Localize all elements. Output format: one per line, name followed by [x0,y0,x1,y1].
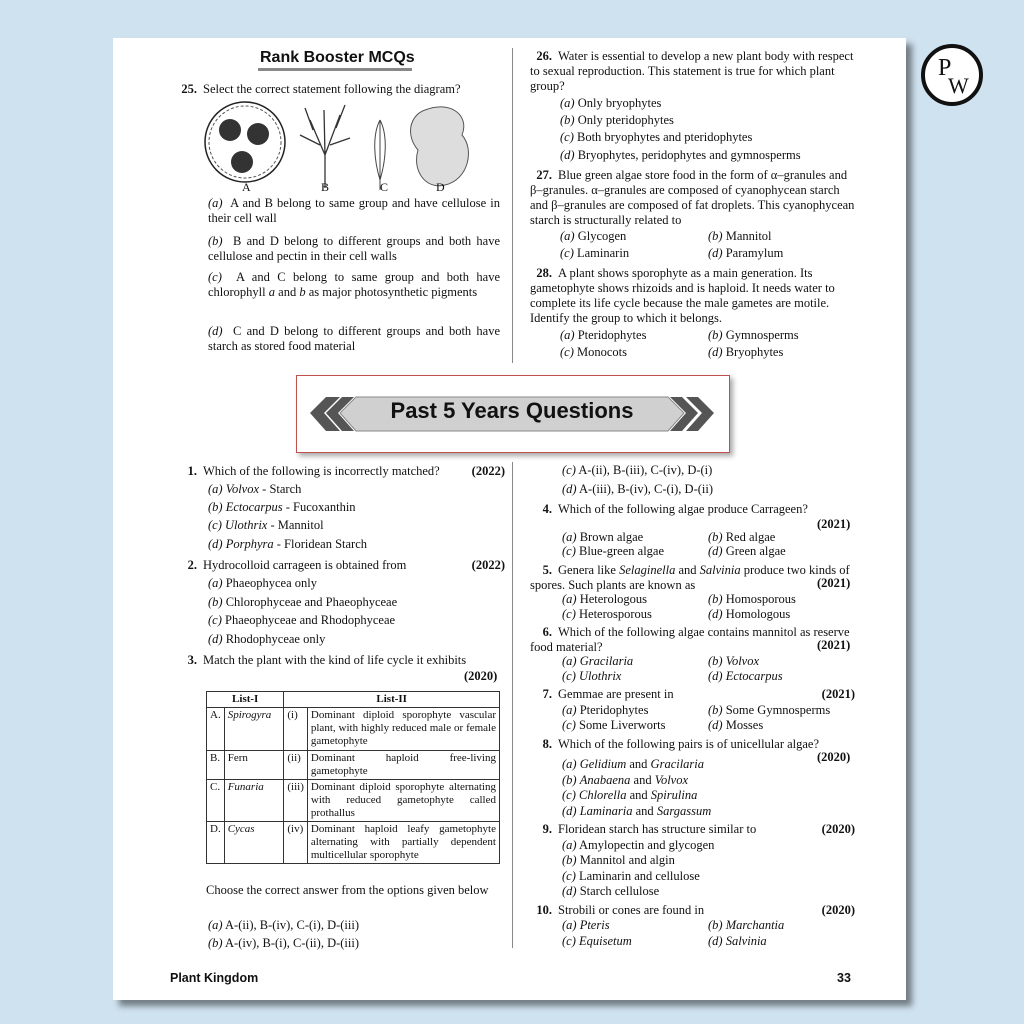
banner-title: Past 5 Years Questions [390,398,634,423]
table-row [207,708,500,751]
q2-option-a: (a) Phaeophycea only [208,576,317,590]
q9-option-d: (d) Starch cellulose [562,884,660,898]
question-27: 27. Blue green algae store food in the form of α–granules and β–granules. α–granules are composed of cyanophycean starch and β–granules are composed of fat droplets. This cyanophycean starch is structurally related to [530,168,855,227]
q4-option-d: (d) Green algae [708,544,786,558]
q8-option-a: (a) Gelidium and Gracilaria [562,757,705,771]
row-key: A. [207,708,225,751]
past-question-4: 4. Which of the following algae produce Carrageen? [542,502,808,516]
question-25: 25. Select the correct statement following the diagram? [181,82,461,96]
q6-option-a: (a) Gracilaria [562,654,634,668]
q9-option-c: (c) Laminarin and cellulose [562,869,700,883]
row-desc: Dominant diploid sporophyte alternating with reduced gametophyte called prothallus [307,780,499,822]
q8-option-c: (c) Chlorella and Spirulina [562,788,698,802]
q9-option-a: (a) Amylopectin and glycogen [562,838,715,852]
q3-option-b: (b) A-(iv), B-(i), C-(ii), D-(iii) [208,936,360,950]
algae-diagram [200,100,480,192]
q26-option-c: (c) Both bryophytes and pteridophytes [560,130,753,144]
table-row [207,780,500,822]
q1-option-c: (c) Ulothrix - Mannitol [208,518,324,532]
row-key: C. [207,780,225,822]
q26-option-a: (a) Only bryophytes [560,96,662,110]
q3-year: (2020) [464,669,498,683]
q1-option-d: (d) Porphyra - Floridean Starch [208,537,368,551]
label-a: A [242,180,251,194]
q26-option-b: (b) Only pteridophytes [560,113,674,127]
past-question-9: 9. Floridean starch has structure similar to (2020) [542,822,855,836]
q8-option-b: (b) Anabaena and Volvox [562,773,689,787]
q27-option-c: (c) Laminarin [560,246,630,260]
q5-option-d: (d) Homologous [708,607,791,621]
q3-option-c: (c) A-(ii), B-(iii), C-(iv), D-(i) [562,463,713,477]
q5-option-a: (a) Heterologous [562,592,648,606]
match-table [206,691,500,864]
rank-booster-heading: Rank Booster MCQs [260,49,415,66]
q10-option-b: (b) Marchantia [708,918,785,932]
list2-header: List-II [284,692,500,708]
q5-option-b: (b) Homosporous [708,592,796,606]
q10-option-a: (a) Pteris [562,918,610,932]
q25-option-c: (c) A and C belong to same group and both have chlorophyll a and b as major photosynthetic pigments [208,270,500,299]
q4-option-a: (a) Brown algae [562,530,644,544]
q2-option-c: (c) Phaeophyceae and Rhodophyceae [208,613,396,627]
label-b: B [321,180,330,194]
q2-option-d: (d) Rhodophyceae only [208,632,326,646]
q27-option-b: (b) Mannitol [708,229,772,243]
column-divider-bottom [512,462,513,948]
diagram-d-thallus [411,107,469,186]
q25-option-a: (a) A and B belong to same group and have cellulose in their cell wall [208,196,501,225]
q7-option-a: (a) Pteridophytes [562,703,649,717]
question-26: 26. Water is essential to develop a new plant body with respect to sexual reproduction. This statement is true for which plant group? [530,49,854,93]
q5-option-c: (c) Heterosporous [562,607,652,621]
q25-option-b: (b) B and D belong to different groups and both have cellulose and pectin in their cell walls [208,234,500,263]
q25-option-d: (d) C and D belong to different groups and both have starch as stored food material [208,324,500,353]
q8-year: (2020) [817,750,851,764]
q3-option-d: (d) A-(iii), B-(iv), C-(i), D-(ii) [562,482,714,496]
list1-header: List-I [207,692,284,708]
past-question-7: 7. Gemmae are present in (2021) [542,687,855,701]
q6-option-d: (d) Ectocarpus [708,669,783,683]
pw-logo-mark [926,49,978,101]
q6-option-b: (b) Volvox [708,654,760,668]
q1-option-a: (a) Volvox - Starch [208,482,302,496]
pw-logo [921,44,983,106]
q27-option-d: (d) Paramylum [708,246,784,260]
q27-option-a: (a) Glycogen [560,229,627,243]
past-question-3: 3. Match the plant with the kind of life cycle it exhibits [187,653,467,667]
q26-option-d: (d) Bryophytes, peridophytes and gymnosperms [560,148,801,162]
past-question-5: 5. Genera like Selaginella and Salvinia produce two kinds of spores. Such plants are known as [530,563,850,592]
row-desc: Dominant haploid free-living gametophyte [307,751,499,780]
q6-year: (2021) [817,638,851,652]
q2-option-b: (b) Chlorophyceae and Phaeophyceae [208,595,398,609]
q4-year: (2021) [817,517,851,531]
row-plant: Spirogyra [224,708,284,751]
row-roman: (ii) [284,751,308,780]
row-key: D. [207,822,225,864]
q4-option-c: (c) Blue-green algae [562,544,665,558]
q7-option-b: (b) Some Gymnosperms [708,703,831,717]
footer-chapter: Plant Kingdom [170,971,259,985]
q6-option-c: (c) Ulothrix [562,669,622,683]
q5-year: (2021) [817,576,851,590]
past-question-2: 2. Hydrocolloid carrageen is obtained from (2022) [187,558,505,572]
label-c: C [380,180,389,194]
row-desc: Dominant diploid sporophyte vascular plant, with highly reduced male or female gametophyte [307,708,499,751]
match-table-header [207,692,500,708]
past-question-1: 1. Which of the following is incorrectly matched? (2022) [187,464,505,478]
page-number: 33 [837,971,851,985]
row-roman: (iv) [284,822,308,864]
q8-option-d: (d) Laminaria and Sargassum [562,804,712,818]
svg-text:W: W [948,73,969,98]
q10-option-d: (d) Salvinia [708,934,767,948]
q3-option-a: (a) A-(ii), B-(iv), C-(i), D-(iii) [208,918,360,932]
q3-choose-text: Choose the correct answer from the options given below [206,883,489,897]
table-row [207,822,500,864]
table-row [207,751,500,780]
diagram-a-volvox [205,102,285,182]
row-plant: Funaria [224,780,284,822]
past-question-8: 8. Which of the following pairs is of unicellular algae? [542,737,820,751]
row-roman: (iii) [284,780,308,822]
row-key: B. [207,751,225,780]
q1-option-b: (b) Ectocarpus - Fucoxanthin [208,500,356,514]
q28-option-d: (d) Bryophytes [708,345,784,359]
q28-option-a: (a) Pteridophytes [560,328,647,342]
diagram-b-seaweed [300,105,350,188]
svg-text:P: P [938,55,952,81]
past-question-10: 10. Strobili or cones are found in (2020) [536,903,855,917]
row-plant: Fern [224,751,284,780]
row-desc: Dominant haploid leafy gametophyte alternating with partially dependent multicellular sporophyte [307,822,499,864]
label-d: D [436,180,445,194]
past-question-6: 6. Which of the following algae contains mannitol as reserve food material? [530,625,850,654]
q10-option-c: (c) Equisetum [562,934,632,948]
column-divider-top [512,48,513,363]
q28-option-b: (b) Gymnosperms [708,328,799,342]
row-roman: (i) [284,708,308,751]
row-plant: Cycas [224,822,284,864]
q9-option-b: (b) Mannitol and algin [562,853,675,867]
question-28: 28. A plant shows sporophyte as a main generation. Its gametophyte shows rhizoids and is haploid. It needs water to complete its life cycle because the male gametes are motile. Identify the group to which it belongs. [530,266,835,325]
q7-option-c: (c) Some Liverworts [562,718,666,732]
q4-option-b: (b) Red algae [708,530,776,544]
q7-option-d: (d) Mosses [708,718,764,732]
heading-underline [258,68,412,71]
q28-option-c: (c) Monocots [560,345,627,359]
